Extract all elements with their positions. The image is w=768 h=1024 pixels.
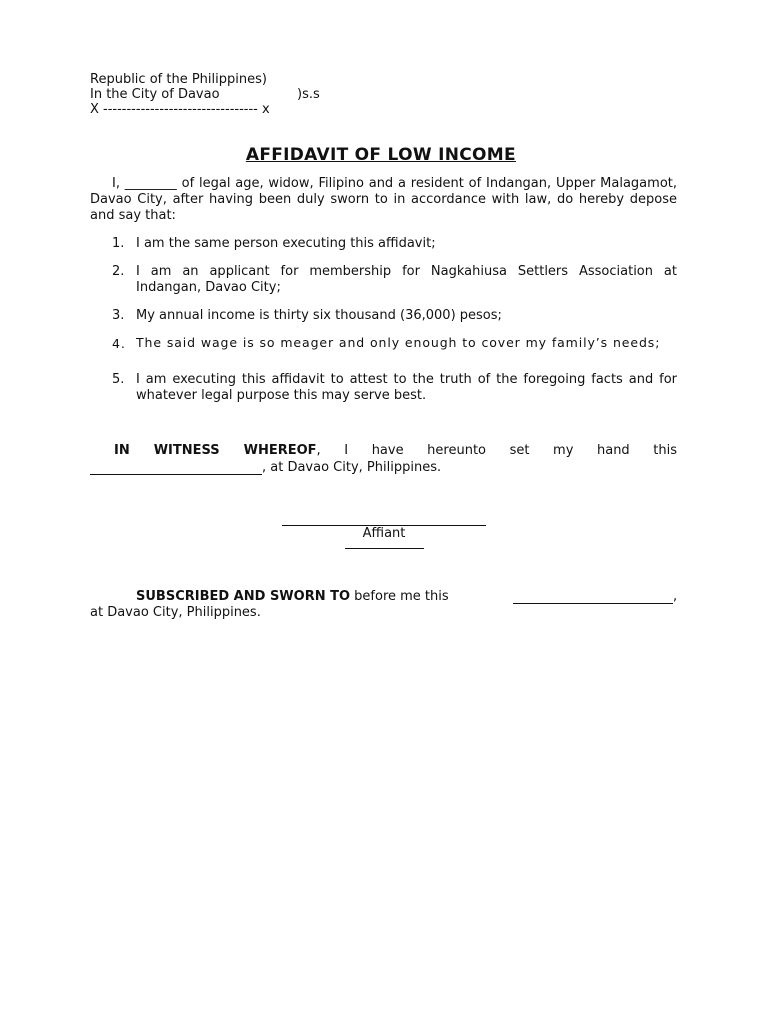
subscribed-date-line [513, 603, 673, 604]
list-item-text: I am an applicant for membership for Nagkahiusa Settlers Association at Indangan, Davao City; [136, 264, 677, 295]
witness-line-1 [90, 443, 677, 459]
caption-ss: )s.s [297, 87, 320, 102]
list-item-text: I am executing this affidavit to attest to the truth of the foregoing facts and for whatever legal purpose this may serve best. [136, 372, 677, 403]
witness-heading: IN WITNESS WHEREOF [114, 443, 317, 458]
subscribed-line-1 [136, 589, 449, 605]
list-item [90, 308, 677, 324]
document-title-text: AFFIDAVIT OF LOW INCOME [245, 145, 516, 165]
date-signature-line [90, 474, 262, 475]
witness-line-2: , at Davao City, Philippines. [262, 460, 442, 475]
subscribed-text: before me this [350, 589, 449, 604]
list-item-number: 4. [112, 336, 126, 351]
list-item-number: 3. [112, 308, 125, 323]
list-item-text: The said wage is so meager and only enough to cover my family’s needs; [136, 335, 661, 350]
list-item-text: I am the same person executing this affidavit; [136, 236, 436, 251]
intro-paragraph: I, ________ of legal age, widow, Filipino and a resident of Indangan, Upper Malagamot, Davao City, after having been duly sworn to in accordance with law, do hereby depose and say that: [90, 176, 677, 223]
list-item [90, 372, 677, 404]
caption-x-line: X --------------------------------- x [90, 102, 270, 117]
list-item-number: 1. [112, 236, 125, 251]
list-item [90, 264, 677, 296]
affiant-underline [345, 548, 424, 549]
caption-republic: Republic of the Philippines) [90, 72, 267, 87]
subscribed-comma: , [673, 589, 678, 604]
list-item [90, 336, 677, 349]
subscribed-line-2: at Davao City, Philippines. [90, 605, 261, 620]
list-item-text: My annual income is thirty six thousand (36,000) pesos; [136, 308, 502, 323]
list-item-number: 5. [112, 372, 125, 387]
document-title [0, 144, 768, 166]
list-item-number: 2. [112, 264, 125, 279]
caption-city: In the City of Davao [90, 87, 220, 102]
subscribed-heading: SUBSCRIBED AND SWORN TO [136, 589, 351, 604]
list-item [90, 236, 677, 252]
witness-text: , I have hereunto set my hand this [316, 443, 677, 458]
affiant-label: Affiant [362, 526, 406, 541]
